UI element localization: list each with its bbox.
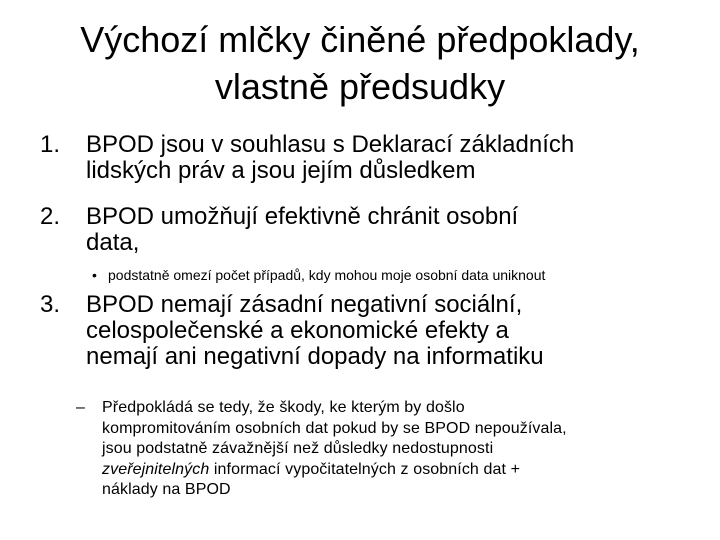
sub-dash-line-rest: informací vypočitatelných z osobních dat + <box>209 460 521 478</box>
list-item-3 <box>40 292 700 370</box>
list-item-line: nemají ani negativní dopady na informatiku <box>86 343 544 370</box>
sub-dash-line: jsou podstatně závažnější než důsledky nedostupnosti <box>102 440 494 457</box>
list-item-line: data, <box>86 229 140 256</box>
list-item-line: BPOD jsou v souhlasu s Deklarací základních <box>86 131 575 158</box>
title-line-2: vlastně předsudky <box>214 66 506 107</box>
sub-dash-text <box>102 398 706 501</box>
list-item-line: BPOD nemají zásadní negativní sociální, <box>86 291 523 318</box>
sub-dash-item <box>76 398 706 501</box>
bullet-icon: • <box>92 267 97 283</box>
italic-term: zveřejnitelných <box>102 460 210 478</box>
sub-bullet-text: podstatně omezí počet případů, kdy mohou moje osobní data uniknout <box>108 267 546 283</box>
title-line-1: Výchozí mlčky činěné předpoklady, <box>80 19 640 60</box>
list-item-number: 2. <box>40 203 61 230</box>
sub-bullet-item <box>92 266 712 284</box>
list-item-2 <box>40 204 700 256</box>
list-item-text <box>86 292 700 370</box>
sub-dash-line <box>102 460 706 481</box>
list-item-1 <box>40 132 700 184</box>
list-item-line: lidských práv a jsou jejím důsledkem <box>86 157 476 184</box>
list-item-line: BPOD umožňují efektivně chránit osobní <box>86 203 519 230</box>
list-item-text <box>86 132 700 184</box>
list-item-line: celospolečenské a ekonomické efekty a <box>86 317 509 344</box>
slide-title <box>30 16 690 110</box>
sub-dash-line: Předpokládá se tedy, že škody, ke kterým by došlo <box>102 399 465 416</box>
sub-dash-line: náklady na BPOD <box>102 481 231 498</box>
dash-icon: – <box>76 399 85 416</box>
list-item-text <box>86 204 700 256</box>
list-item-number: 3. <box>40 291 61 318</box>
sub-dash-line: kompromitováním osobních dat pokud by se BPOD nepoužívala, <box>102 419 567 437</box>
list-item-number: 1. <box>40 131 61 158</box>
